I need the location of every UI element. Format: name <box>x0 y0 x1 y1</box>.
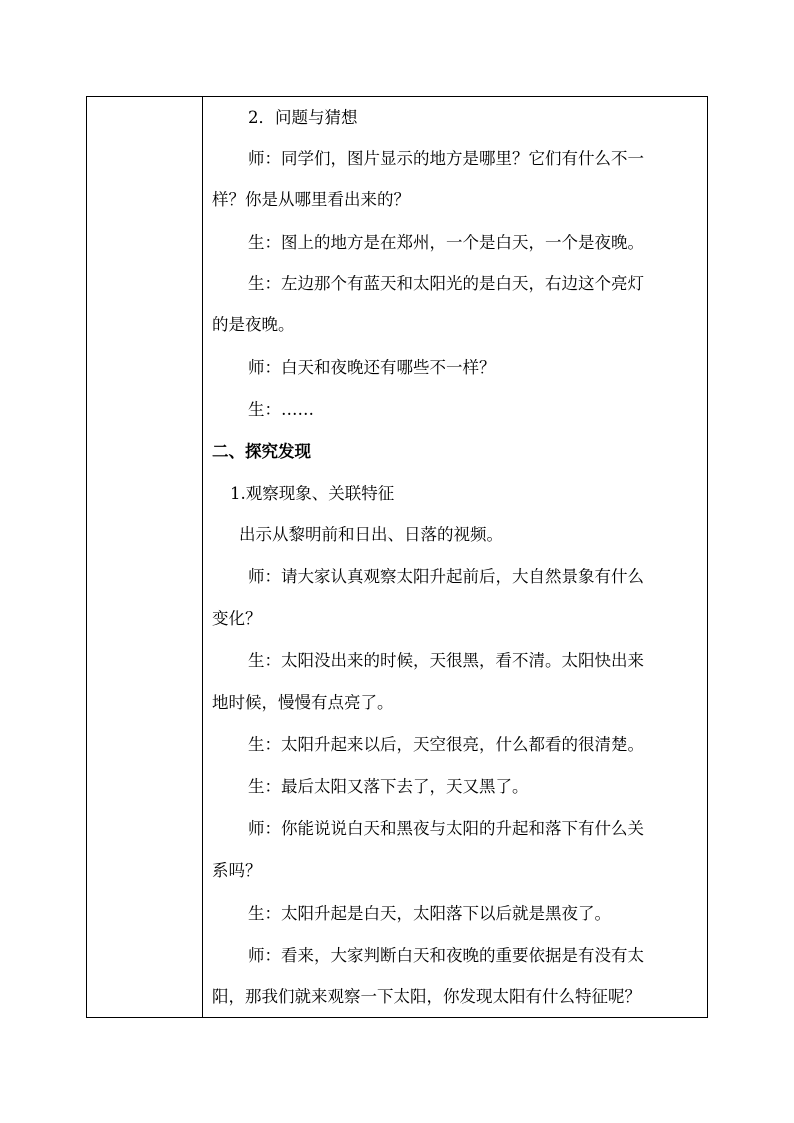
text-line: 师：同学们，图片显示的地方是哪里？它们有什么不一 <box>248 149 644 168</box>
text-line: 师：看来，大家判断白天和夜晚的重要依据是有没有太 <box>248 946 644 965</box>
text-line: 生：最后太阳又落下去了，天又黑了。 <box>248 777 529 796</box>
text-line: 的是夜晚。 <box>212 315 295 334</box>
text-line: 生：太阳没出来的时候，天很黑，看不清。太阳快出来 <box>248 651 644 670</box>
text-line: 生：…… <box>248 400 314 419</box>
text-line: 变化？ <box>212 609 262 628</box>
left-column-cell <box>87 97 203 1017</box>
text-line: 系吗？ <box>212 861 262 880</box>
text-line: 2．问题与猜想 <box>248 108 358 127</box>
lesson-table <box>86 96 708 1018</box>
text-line: 样？你是从哪里看出来的？ <box>212 190 410 209</box>
text-line: 师：你能说说白天和黑夜与太阳的升起和落下有什么关 <box>248 819 644 838</box>
text-line: 生：太阳升起是白天，太阳落下以后就是黑夜了。 <box>248 904 611 923</box>
text-line: 阳，那我们就来观察一下太阳，你发现太阳有什么特征呢？ <box>212 987 641 1006</box>
text-line: 师：请大家认真观察太阳升起前后，大自然景象有什么 <box>248 567 644 586</box>
subsection-heading: 1.观察现象、关联特征 <box>230 484 395 503</box>
section-heading: 二、探究发现 <box>212 442 311 461</box>
text-line: 师：白天和夜晚还有哪些不一样？ <box>248 358 496 377</box>
text-line: 出示从黎明前和日出、日落的视频。 <box>239 525 503 544</box>
text-line: 地时候，慢慢有点亮了。 <box>212 693 394 712</box>
text-line: 生：图上的地方是在郑州，一个是白天，一个是夜晚。 <box>248 233 644 252</box>
text-line: 生：太阳升起来以后，天空很亮，什么都看的很清楚。 <box>248 735 644 754</box>
text-line: 生：左边那个有蓝天和太阳光的是白天，右边这个亮灯 <box>248 274 644 293</box>
